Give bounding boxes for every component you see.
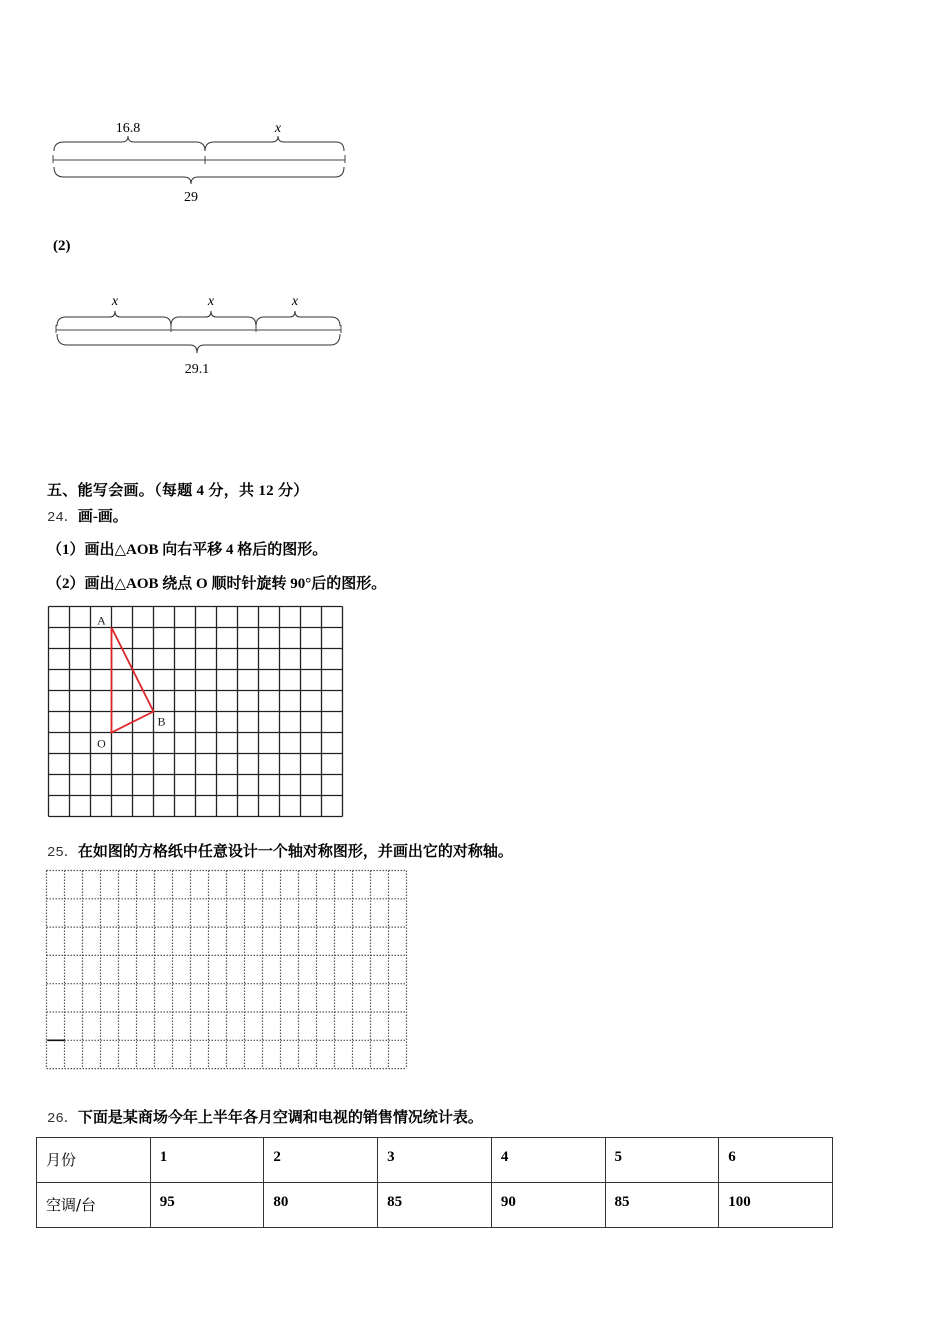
label-x-3: x bbox=[291, 294, 299, 309]
question-24-part-1: （1）画出△AOB 向右平移 4 格后的图形。 bbox=[47, 542, 328, 558]
question-title: 下面是某商场今年上半年各月空调和电视的销售情况统计表。 bbox=[77, 1110, 483, 1126]
table-cell: 90 bbox=[491, 1183, 605, 1228]
question-number: 24． bbox=[47, 510, 78, 526]
table-cell: 6 bbox=[719, 1138, 833, 1183]
label-x-2: x bbox=[207, 294, 215, 309]
sub-question-label-2: (2) bbox=[53, 238, 71, 254]
sales-statistics-table bbox=[36, 1137, 833, 1228]
table-cell: 1 bbox=[150, 1138, 264, 1183]
table-cell: 80 bbox=[264, 1183, 378, 1228]
table-cell: 85 bbox=[378, 1183, 492, 1228]
line-segment-diagram-1 bbox=[48, 115, 353, 210]
table-row-air-conditioners bbox=[37, 1183, 833, 1228]
table-cell: 2 bbox=[264, 1138, 378, 1183]
question-title: 画-画。 bbox=[77, 509, 128, 525]
label-16-8: 16.8 bbox=[115, 121, 141, 136]
row-header-air-conditioners: 空调/台 bbox=[37, 1183, 151, 1228]
table-cell: 85 bbox=[605, 1183, 719, 1228]
question-number: 26． bbox=[47, 1111, 78, 1127]
question-24-heading bbox=[47, 505, 128, 526]
table-row-month bbox=[37, 1138, 833, 1183]
table-cell: 95 bbox=[150, 1183, 264, 1228]
line-segment-diagram-2 bbox=[52, 290, 347, 385]
section-title: 五、能写会画。（每题 4 分，共 12 分） bbox=[47, 483, 309, 499]
question-24-part-2: （2）画出△AOB 绕点 O 顺时针旋转 90°后的图形。 bbox=[47, 576, 387, 592]
question-title: 在如图的方格纸中任意设计一个轴对称图形，并画出它的对称轴。 bbox=[77, 844, 513, 860]
question-26-heading bbox=[47, 1106, 483, 1127]
label-29: 29 bbox=[184, 190, 198, 205]
question-25-heading bbox=[47, 840, 513, 861]
point-label-a: A bbox=[97, 613, 106, 628]
label-29-1: 29.1 bbox=[184, 362, 210, 377]
dotted-grid-paper[interactable] bbox=[45, 869, 409, 1076]
table-cell: 4 bbox=[491, 1138, 605, 1183]
table-cell: 3 bbox=[378, 1138, 492, 1183]
point-label-b: B bbox=[157, 714, 166, 729]
table-cell: 100 bbox=[719, 1183, 833, 1228]
label-x-1: x bbox=[111, 294, 119, 309]
table-cell: 5 bbox=[605, 1138, 719, 1183]
square-grid-with-triangle bbox=[47, 605, 345, 824]
point-label-o: O bbox=[97, 736, 106, 751]
question-number: 25． bbox=[47, 845, 78, 861]
label-x: x bbox=[274, 121, 282, 136]
row-header-month: 月份 bbox=[37, 1138, 151, 1183]
